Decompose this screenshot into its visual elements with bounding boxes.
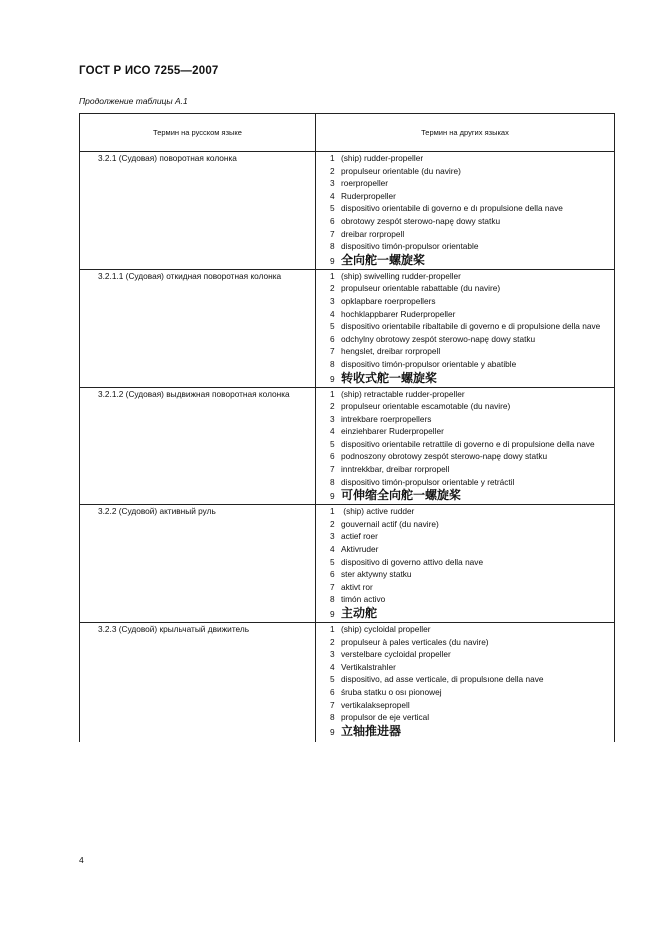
term-line: 7 aktivt ror [330,581,373,592]
column-header-other-languages: Термин на других языках [316,114,615,152]
russian-term: 3.2.2 (Судовой) активный руль [98,506,216,517]
russian-term-cell [80,152,316,270]
term-line: 3 verstelbare cycloidal propeller [330,649,451,660]
term-line: 2 gouvernail actif (du navire) [330,518,439,529]
term-line: 6 odchylny obrotowy zespót sterowo-napę dowy statku [330,333,536,344]
term-line: 8 dispositivo timón-propulsor orientable y retráctil [330,476,515,487]
term-line: 4 Aktivruder [330,544,379,555]
table-caption: Продолжение таблицы А.1 [79,96,188,106]
russian-term-cell [80,269,316,387]
russian-term: 3.2.3 (Судовой) крыльчатый движитель [98,624,250,634]
term-line-chinese: 9 转收式舵一螺旋桨 [330,370,438,385]
table-row [80,269,615,387]
term-line: 3 actief roer [330,531,378,542]
term-line: 2 propulseur orientable rabattable (du navire) [330,283,501,294]
term-line: 1 (ship) retractable rudder-propeller [330,388,465,399]
table-row [80,505,615,623]
other-terms-cell [316,505,615,623]
term-line: 7 inntrekkbar, dreibar rorpropell [330,464,450,475]
term-line: 5 dispositivo orientabile retrattile di governo e di propulsione della nave [330,438,595,449]
term-line: 5 dispositivo, ad asse verticale, di propulsıone della nave [330,674,544,685]
term-line: 4 Ruderpropeller [330,190,396,201]
term-line: 3 intrekbare roerpropellers [330,413,432,424]
table-row [80,152,615,270]
table-row [80,623,615,742]
term-line: 8 timón activo [330,594,386,605]
terms-table [79,113,615,742]
term-line: 5 dispositivo orientabile ribaltabile di governo e di propulsione della nave [330,321,601,332]
term-line: 3 roerpropeller [330,178,389,189]
term-line: 5 dispositivo di governo attivo della nave [330,556,484,567]
russian-term-cell [80,623,316,742]
term-line: 2 propulseur orientable (du navire) [330,165,461,176]
column-header-russian: Термин на русском языке [80,114,316,152]
term-line: 1 (ship) swivelling rudder-propeller [330,270,461,281]
term-line: 6 obrotowy zespót sterowo-napę dowy statku [330,215,501,226]
term-line: 7 dreibar rorpropell [330,228,405,239]
term-line-chinese: 9 全向舵一螺旋桨 [330,252,426,267]
term-line-chinese: 9 可伸缩全向舵一螺旋桨 [330,488,462,503]
page-number: 4 [79,855,84,865]
term-line-chinese: 9 主动舵 [330,606,378,620]
term-line: 2 propulseur à pales verticales (du navire) [330,636,489,647]
russian-term-cell [80,505,316,623]
russian-term: 3.2.1.1 (Судовая) откидная поворотная колонка [98,270,282,281]
term-line: 7 vertikalaksepropell [330,699,410,710]
other-terms-cell [316,152,615,270]
term-line: 6 ster aktywny statku [330,569,412,580]
document-title: ГОСТ Р ИСО 7255—2007 [79,65,219,77]
russian-term-cell [80,387,316,505]
other-terms-cell [316,387,615,505]
table-header-row [80,114,615,152]
term-line: 8 dispositivo timón-propulsor orientable [330,241,479,252]
term-line: 8 propulsor de eje vertical [330,712,430,723]
other-terms-cell [316,623,615,742]
term-line: 6 podnoszony obrotowy zespót sterowo-napę dowy statku [330,451,548,462]
term-line: 8 dispositivo timón-propulsor orientable y abatible [330,358,517,369]
term-line: 4 einziehbarer Ruderpropeller [330,426,444,437]
term-line-chinese: 9 立轴推进器 [330,723,402,738]
term-line: 6 śruba statku o osı pionowej [330,686,442,697]
table-row [80,387,615,505]
term-line: 5 dispositivo orientabile di governo e dı propulsione della nave [330,203,563,214]
russian-term: 3.2.1.2 (Судовая) выдвижная поворотная колонка [98,388,290,399]
other-terms-cell [316,269,615,387]
term-line: 3 opklapbare roerpropellers [330,295,436,306]
term-line: 4 Vertikalstrahler [330,661,396,672]
term-line: 2 propulseur orientable escamotable (du navire) [330,401,511,412]
term-line: 1 (ship) rudder-propeller [330,153,424,163]
russian-term: 3.2.1 (Судовая) поворотная колонка [98,153,237,163]
term-line: 1 (ship) active rudder [330,506,415,517]
term-line: 7 hengslet, dreibar rorpropell [330,346,441,357]
term-line: 4 hochklappbarer Ruderpropeller [330,308,456,319]
term-line: 1 (ship) cycloidal propeller [330,624,431,634]
